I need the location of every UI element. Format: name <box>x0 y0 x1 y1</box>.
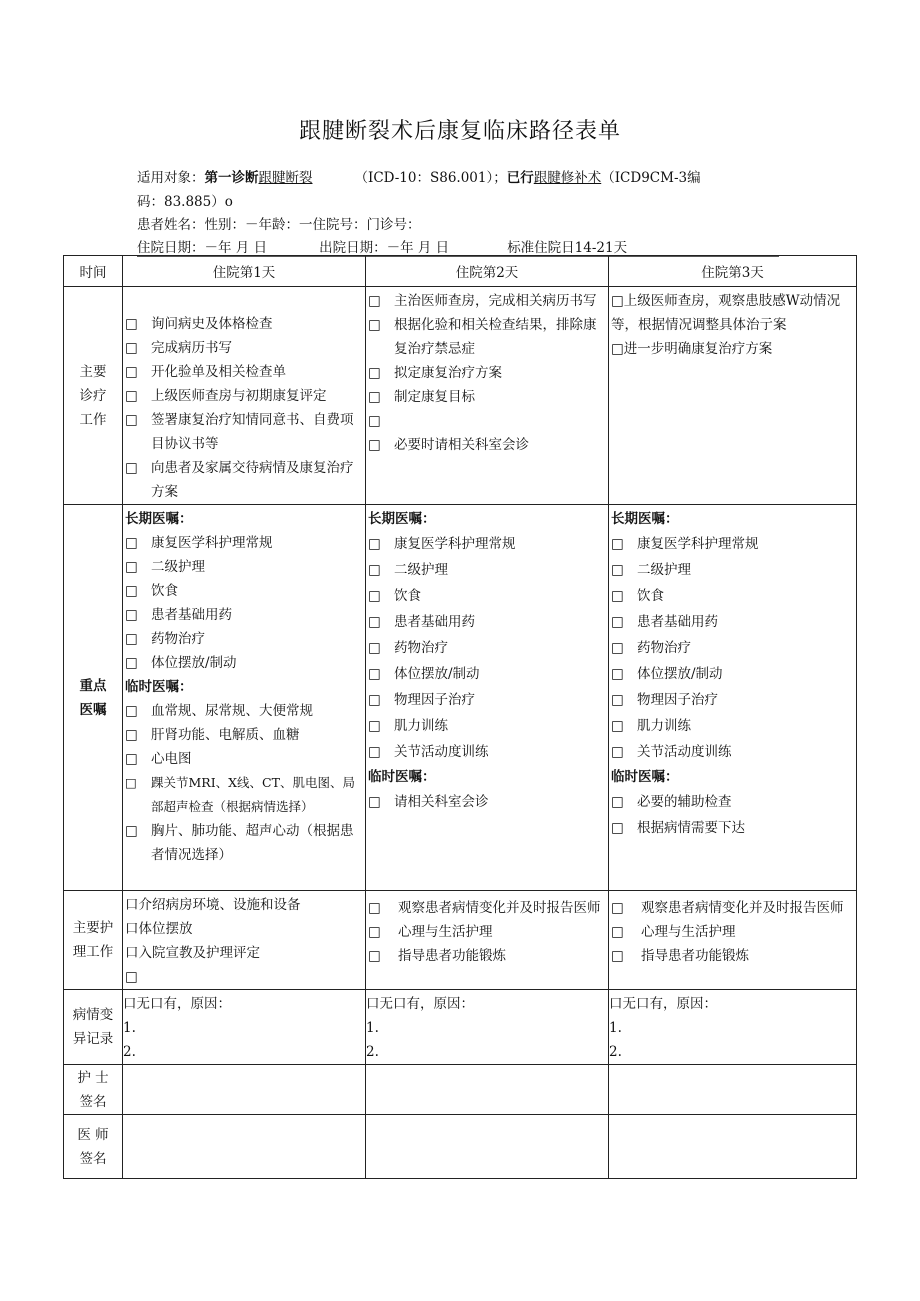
day3-nurse-signature[interactable] <box>609 1065 857 1115</box>
list-item: □ 饮食 <box>611 583 854 609</box>
day2-diagnosis-cell <box>366 287 609 505</box>
page-title: 跟腱断裂术后康复临床路径表单 <box>298 119 621 144</box>
checkbox-icon[interactable]: □ <box>611 820 624 836</box>
list-item: □ 肌力训练 <box>611 713 854 739</box>
checkbox-icon[interactable]: □ <box>368 666 381 682</box>
checkbox-icon[interactable]: □ <box>611 666 624 682</box>
list-item: □ 上级医师查房与初期康复评定 <box>125 384 363 408</box>
checkbox-icon[interactable]: □ <box>368 640 381 656</box>
day2-variance-cell <box>366 990 609 1065</box>
checkbox-icon[interactable]: □ <box>611 640 624 656</box>
list-item: □ 二级护理 <box>611 557 854 583</box>
list-item: □ 药物治疗 <box>368 635 606 661</box>
variance-row <box>64 990 857 1065</box>
day3-doctor-signature[interactable] <box>609 1115 857 1179</box>
list-item: □ 饮食 <box>368 583 606 609</box>
orders-row <box>64 505 857 891</box>
list-item: □ 制定康复目标 <box>368 385 606 409</box>
list-item: □ 物理因子治疗 <box>368 687 606 713</box>
list-item: □ 肌力训练 <box>368 713 606 739</box>
variance-item-2: 2. <box>609 1044 622 1060</box>
first-diagnosis-label: 第一诊断 <box>204 170 259 186</box>
day3-diagnosis-cell <box>609 287 857 505</box>
header-row <box>64 256 857 287</box>
list-item: 口入院宣教及护理评定 <box>125 945 260 961</box>
admission-date: 住院日期：－年 月 日 <box>137 240 268 256</box>
checkbox-icon[interactable]: □ <box>125 727 138 743</box>
list-item: □ 二级护理 <box>368 557 606 583</box>
list-item: 口体位摆放 <box>125 921 193 937</box>
checkbox-icon[interactable]: □ <box>368 389 381 405</box>
list-item: □ 体位摆放/制动 <box>125 651 363 675</box>
checkbox-icon[interactable]: □ <box>611 744 624 760</box>
checkbox-icon[interactable]: □ <box>611 562 624 578</box>
list-item: □ 观察患者病情变化并及时报告医师 <box>611 896 854 920</box>
day1-nursing-cell <box>123 891 366 990</box>
list-item: □ 关节活动度训练 <box>368 739 606 765</box>
list-item: □ 饮食 <box>125 579 363 603</box>
list-item: □上级医师查房，观察患肢感W动情况等，根据情况调整具体治亍案 <box>611 293 841 333</box>
list-item: □ 开化验单及相关检查单 <box>125 360 363 384</box>
checkbox-icon[interactable]: □ <box>125 655 138 671</box>
checkbox-icon[interactable]: □ <box>611 588 624 604</box>
icd9-code-end: 码：83.885）o <box>137 194 233 210</box>
list-item: □ 完成病历书写 <box>125 336 363 360</box>
list-item: □ 主治医师查房，完成相关病历书写 <box>368 289 606 313</box>
list-item: □ 血常规、尿常规、大便常规 <box>125 699 363 723</box>
day2-nurse-signature[interactable] <box>366 1065 609 1115</box>
checkbox-icon[interactable]: □ <box>125 412 138 428</box>
variance-item-2: 2. <box>123 1044 136 1060</box>
list-item <box>368 409 606 433</box>
list-item: □ 踝关节MRI、X线、CT、肌电图、局部超声检查（根据病情选择） <box>125 771 363 819</box>
day1-doctor-signature[interactable] <box>123 1115 366 1179</box>
checkbox-icon[interactable]: □ <box>125 388 138 404</box>
day3-header: 住院第3天 <box>609 256 857 287</box>
col-time-header: 时间 <box>64 256 123 287</box>
checkbox-icon[interactable]: □ <box>125 460 138 476</box>
dates-line <box>137 236 779 257</box>
list-item: □进一步明确康复治疗方案 <box>611 341 773 357</box>
day1-orders-cell <box>123 505 366 891</box>
day1-nurse-signature[interactable] <box>123 1065 366 1115</box>
checkbox-icon[interactable]: □ <box>611 900 624 916</box>
nurse-signature-row <box>64 1065 857 1115</box>
temporary-orders-label: 临时医嘱： <box>125 679 193 695</box>
list-item: □ 患者基础用药 <box>125 603 363 627</box>
long-term-orders-label: 长期医嘱： <box>125 511 193 527</box>
checkbox-icon[interactable]: □ <box>611 692 624 708</box>
checkbox-icon[interactable]: □ <box>125 583 138 599</box>
day3-orders-cell <box>609 505 857 891</box>
checkbox-icon[interactable]: □ <box>368 588 381 604</box>
checkbox-icon[interactable]: □ <box>368 900 381 916</box>
checkbox-icon[interactable]: □ <box>368 536 381 552</box>
checkbox-icon[interactable]: □ <box>125 340 138 356</box>
checkbox-icon[interactable]: □ <box>611 536 624 552</box>
list-item: □ 康复医学科护理常规 <box>611 531 854 557</box>
standard-stay: 标准住院日14-21天 <box>507 240 628 256</box>
checkbox-icon[interactable]: □ <box>368 948 381 964</box>
diagnosis-row <box>64 287 857 505</box>
list-item: □ 患者基础用药 <box>368 609 606 635</box>
temporary-orders-label: 临时医嘱： <box>611 769 679 785</box>
day2-orders-cell <box>366 505 609 891</box>
variance-reason-line[interactable]: 口无口有，原因： <box>123 996 231 1012</box>
list-item: □ 胸片、肺功能、超声心动（根据患者情况选择） <box>125 819 363 867</box>
list-item: □ 体位摆放/制动 <box>368 661 606 687</box>
list-item: □ 关节活动度训练 <box>611 739 854 765</box>
list-item: □ 二级护理 <box>125 555 363 579</box>
checkbox-icon[interactable]: □ <box>611 924 624 940</box>
list-item: □ 请相关科室会诊 <box>368 789 606 815</box>
checkbox-icon[interactable]: □ <box>125 364 138 380</box>
list-item: □ 药物治疗 <box>125 627 363 651</box>
checkbox-icon[interactable]: □ <box>125 823 138 839</box>
checkbox-icon[interactable]: □ <box>368 562 381 578</box>
list-item: □ 药物治疗 <box>611 635 854 661</box>
checkbox-icon[interactable]: □ <box>611 794 624 810</box>
list-item: □ 康复医学科护理常规 <box>125 531 363 555</box>
list-item: □ <box>125 969 138 985</box>
nursing-row <box>64 891 857 990</box>
checkbox-icon[interactable]: □ <box>368 365 381 381</box>
diagnosis-row-label: 主要诊疗工作 <box>64 287 123 505</box>
checkbox-icon[interactable]: □ <box>125 607 138 623</box>
discharge-date: 出院日期：－年 月 日 <box>319 240 450 256</box>
list-item: □ 心电图 <box>125 747 363 771</box>
list-item: □ 拟定康复治疗方案 <box>368 361 606 385</box>
checkbox-icon[interactable]: □ <box>125 631 138 647</box>
list-item: □ 心理与生活护理 <box>611 920 854 944</box>
variance-item-2: 2. <box>366 1044 379 1060</box>
variance-item-1: 1. <box>123 1020 136 1036</box>
list-item: □ 签署康复治疗知情同意书、自费项目协议书等 <box>125 408 363 456</box>
checkbox-icon[interactable]: □ <box>125 775 137 790</box>
day2-nursing-cell <box>366 891 609 990</box>
variance-item-1: 1. <box>366 1020 379 1036</box>
day2-doctor-signature[interactable] <box>366 1115 609 1179</box>
orders-row-label: 重点医嘱 <box>64 505 123 891</box>
list-item: □ 指导患者功能锻炼 <box>368 944 606 968</box>
checkbox-icon[interactable]: □ <box>368 293 381 309</box>
checkbox-icon[interactable]: □ <box>125 751 138 767</box>
list-item: □ 询问病史及体格检查 <box>125 312 363 336</box>
doctor-signature-label: 医 师签名 <box>64 1115 123 1179</box>
list-item: □ 根据病情需要下达 <box>611 815 854 841</box>
clinical-path-table <box>63 255 857 1179</box>
variance-reason-line[interactable]: 口无口有，原因： <box>609 996 717 1012</box>
patient-info-line: 患者姓名：性别：－年龄：一住院号：门诊号： <box>137 217 421 233</box>
variance-item-1: 1. <box>609 1020 622 1036</box>
list-item: □ 指导患者功能锻炼 <box>611 944 854 968</box>
icd9-code-start: （ICD9CM-3编 <box>601 170 701 186</box>
list-item: □ 必要的辅助检查 <box>611 789 854 815</box>
temporary-orders-label: 临时医嘱： <box>368 769 436 785</box>
nursing-row-label: 主要护理工作 <box>64 891 123 990</box>
nurse-signature-label: 护 士签名 <box>64 1065 123 1115</box>
applicable-prefix: 适用对象： <box>137 170 205 186</box>
list-item: □ 患者基础用药 <box>611 609 854 635</box>
checkbox-icon[interactable]: □ <box>125 703 138 719</box>
day1-diagnosis-cell <box>123 287 366 505</box>
checkbox-icon[interactable]: □ <box>368 437 381 453</box>
day3-nursing-cell <box>609 891 857 990</box>
checkbox-icon[interactable]: □ <box>368 614 381 630</box>
variance-row-label: 病情变异记录 <box>64 990 123 1065</box>
list-item: □ 向患者及家属交待病情及康复治疗方案 <box>125 456 363 504</box>
list-item: □ 物理因子治疗 <box>611 687 854 713</box>
applicable-object-line <box>137 166 701 186</box>
performed-label: 已行 <box>506 170 534 186</box>
checkbox-icon[interactable]: □ <box>125 316 138 332</box>
diagnosis-name: 跟腱断裂 <box>258 170 313 186</box>
checkbox-icon[interactable]: □ <box>611 948 624 964</box>
list-item: □ 体位摆放/制动 <box>611 661 854 687</box>
list-item: □ 心理与生活护理 <box>368 920 606 944</box>
list-item: □ 康复医学科护理常规 <box>368 531 606 557</box>
checkbox-icon[interactable]: □ <box>368 413 381 429</box>
list-item: □ 观察患者病情变化并及时报告医师 <box>368 896 606 920</box>
list-item: □ 根据化验和相关检查结果，排除康复治疗禁忌症 <box>368 313 606 361</box>
day1-header: 住院第1天 <box>123 256 366 287</box>
doctor-signature-row <box>64 1115 857 1179</box>
variance-reason-line[interactable]: 口无口有，原因： <box>366 996 474 1012</box>
procedure-name: 跟腱修补术 <box>533 170 602 186</box>
long-term-orders-label: 长期医嘱： <box>368 511 436 527</box>
icd10-code: （ICD-10：S86.001）； <box>354 170 507 186</box>
long-term-orders-label: 长期医嘱： <box>611 511 679 527</box>
checkbox-icon[interactable]: □ <box>125 559 138 575</box>
checkbox-icon[interactable]: □ <box>368 794 381 810</box>
checkbox-icon[interactable]: □ <box>611 718 624 734</box>
checkbox-icon[interactable]: □ <box>368 692 381 708</box>
list-item: 口介绍病房环境、设施和设备 <box>125 897 301 913</box>
checkbox-icon[interactable]: □ <box>611 614 624 630</box>
checkbox-icon[interactable]: □ <box>368 718 381 734</box>
checkbox-icon[interactable]: □ <box>125 535 138 551</box>
day2-header: 住院第2天 <box>366 256 609 287</box>
day1-variance-cell <box>123 990 366 1065</box>
checkbox-icon[interactable]: □ <box>368 317 381 333</box>
list-item: □ 肝肾功能、电解质、血糖 <box>125 723 363 747</box>
day3-variance-cell <box>609 990 857 1065</box>
checkbox-icon[interactable]: □ <box>368 924 381 940</box>
list-item: □ 必要时请相关科室会诊 <box>368 433 606 457</box>
checkbox-icon[interactable]: □ <box>368 744 381 760</box>
